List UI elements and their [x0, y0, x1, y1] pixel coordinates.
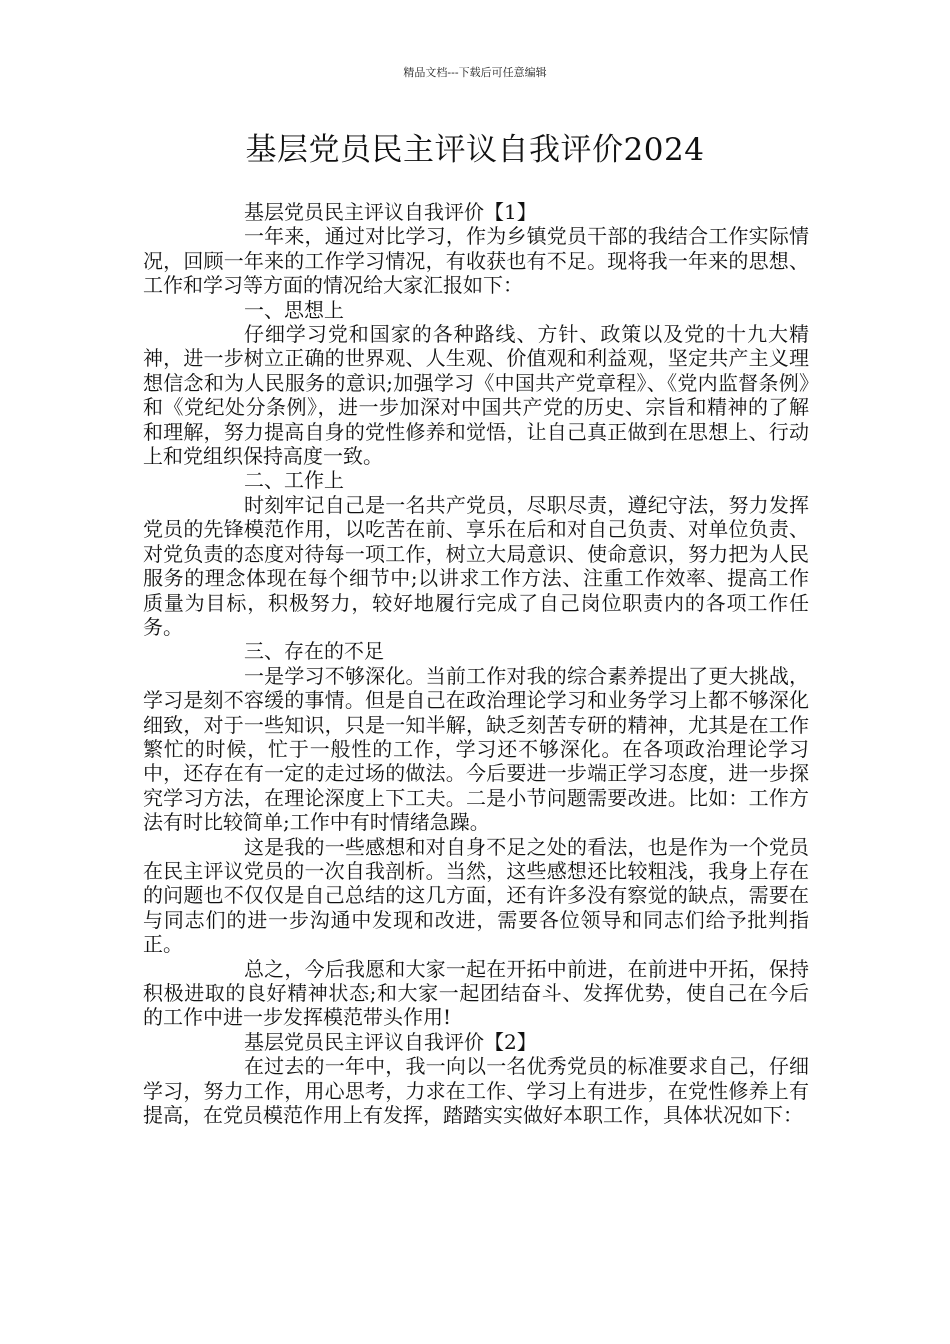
paragraph-shortcomings: 一是学习不够深化。当前工作对我的综合素养提出了更大挑战，学习是刻不容缓的事情。但是自己在政治理论学习和业务学习上都不够深化细致，对于一些知识，只是一知半解，缺乏刻苦专研的精神，尤其是在工作繁忙的时候，忙于一般性的工作，学习还不够深化。在各项政治理论学习中，还存在有一定的走过场的做法。今后要进一步端正学习态度，进一步探究学习方法，在理论深度上下工夫。二是小节问题需要改进。比如：工作方法有时比较简单;工作中有时情绪急躁。 [143, 663, 809, 835]
paragraph-reflection: 这是我的一些感想和对自身不足之处的看法，也是作为一个党员在民主评议党员的一次自我剖析。当然，这些感想还比较粗浅，我身上存在的问题也不仅仅是自己总结的这几方面，还有许多没有察觉的缺点，需要在与同志们的进一步沟通中发现和改进，需要各位领导和同志们给予批判指正。 [143, 834, 809, 957]
paragraph-section2-intro: 在过去的一年中，我一向以一名优秀党员的标准要求自己，仔细学习，努力工作，用心思考，力求在工作、学习上有进步，在党性修养上有提高，在党员模范作用上有发挥，踏踏实实做好本职工作，具体状况如下： [143, 1054, 809, 1128]
subheading-shortcomings: 三、存在的不足 [244, 639, 384, 664]
subheading-work: 二、工作上 [244, 468, 344, 493]
paragraph-thought: 仔细学习党和国家的各种路线、方针、政策以及党的十九大精神，进一步树立正确的世界观、人生观、价值观和利益观，坚定共产主义理想信念和为人民服务的意识;加强学习《中国共产党章程》、《党内监督条例》和《党纪处分条例》，进一步加深对中国共产党的历史、宗旨和精神的了解和理解，努力提高自身的党性修养和觉悟，让自己真正做到在思想上、行动上和党组织保持高度一致。 [143, 322, 809, 469]
section-heading-1: 基层党员民主评议自我评价【1】 [244, 200, 537, 224]
paragraph-conclusion: 总之，今后我愿和大家一起在开拓中前进，在前进中开拓，保持积极进取的良好精神状态;和大家一起团结奋斗、发挥优势，使自己在今后的工作中进一步发挥模范带头作用! [143, 956, 809, 1030]
document-title: 基层党员民主评议自我评价2024 [245, 132, 705, 168]
paragraph-work: 时刻牢记自己是一名共产党员，尽职尽责，遵纪守法，努力发挥党员的先锋模范作用，以吃苦在前、享乐在后和对自己负责、对单位负责、对党负责的态度对待每一项工作，树立大局意识、使命意识，努力把为人民服务的理念体现在每个细节中;以讲求工作方法、注重工作效率、提高工作质量为目标，积极努力，较好地履行完成了自己岗位职责内的各项工作任务。 [143, 492, 809, 639]
subheading-thought: 一、思想上 [244, 297, 344, 322]
section-heading-2: 基层党员民主评议自我评价【2】 [244, 1029, 537, 1054]
document-body [143, 200, 809, 1127]
paragraph-intro: 一年来，通过对比学习，作为乡镇党员干部的我结合工作实际情况，回顾一年来的工作学习情况，有收获也有不足。现将我一年来的思想、工作和学习等方面的情况给大家汇报如下： [143, 224, 809, 298]
page-header: 精品文档---下载后可任意编辑 [403, 66, 547, 79]
